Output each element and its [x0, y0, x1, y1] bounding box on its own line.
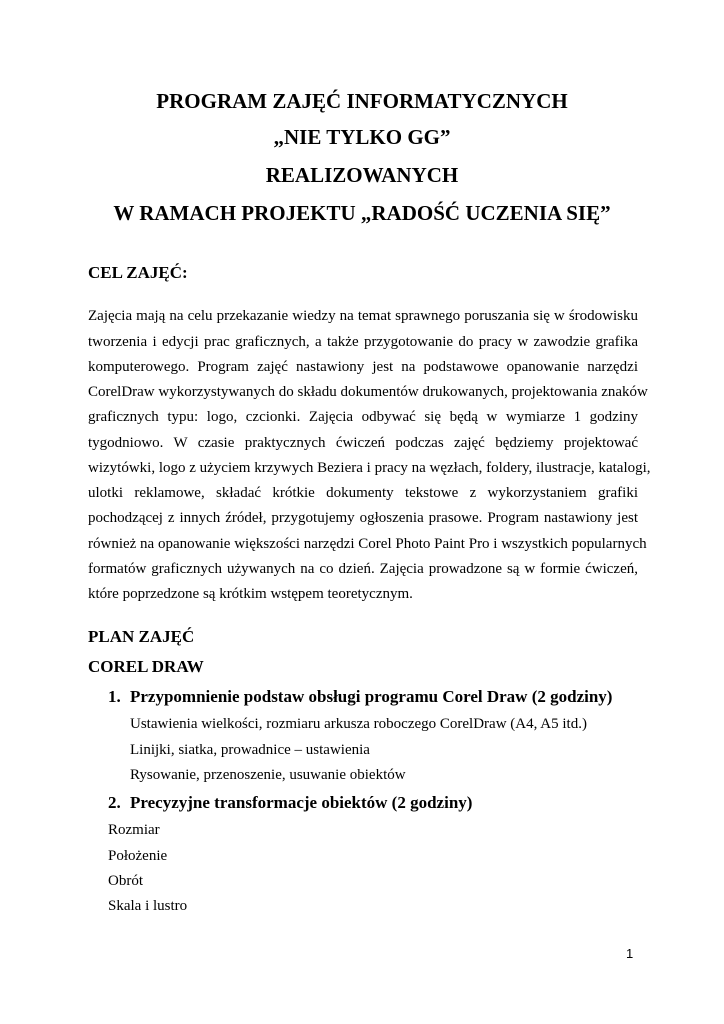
section-2-item: Położenie	[108, 848, 168, 864]
goal-paragraph-line: ulotki reklamowe, składać krótkie dokumenty tekstowe z wykorzystaniem grafiki	[88, 485, 638, 501]
goal-paragraph-line: Zajęcia mają na celu przekazanie wiedzy na temat sprawnego poruszania się w środowisku	[88, 308, 638, 324]
section-number: 2.	[108, 793, 121, 812]
section-title: Przypomnienie podstaw obsługi programu Corel Draw (2 godziny)	[130, 687, 613, 706]
section-number: 1.	[108, 687, 121, 706]
goal-paragraph-line: również na opanowanie większości narzędzi Corel Photo Paint Pro i wszystkich popularnych	[88, 536, 647, 552]
title-line-3: REALIZOWANYCH	[265, 163, 459, 187]
goal-paragraph-line: graficznych typu: logo, czcionki. Zajęcia odbywać się będą w wymiarze 1 godziny	[88, 409, 638, 425]
section-1-item: Ustawienia wielkości, rozmiaru arkusza roboczego CorelDraw (A4, A5 itd.)	[130, 716, 587, 732]
goal-paragraph-line: tygodniowo. W czasie praktycznych ćwiczeń podczas zajęć będziemy projektować	[88, 435, 638, 451]
page-number: 1	[626, 946, 634, 961]
goal-paragraph-line: formatów graficznych używanych na co dzień. Zajęcia prowadzone są w formie ćwiczeń,	[88, 561, 638, 577]
plan-heading: PLAN ZAJĘĆ	[88, 627, 195, 646]
goal-paragraph-line: komputerowego. Program zajęć nastawiony jest na podstawowe opanowanie narzędzi	[88, 359, 638, 375]
section-2-item: Skala i lustro	[108, 898, 188, 914]
plan-subheading: COREL DRAW	[88, 657, 204, 676]
section-2-heading	[108, 792, 472, 814]
section-2-item: Obrót	[108, 873, 143, 889]
goal-paragraph-line: wizytówki, logo z użyciem krzywych Beziera i pracy na węzłach, foldery, ilustracje, katalogi,	[88, 460, 651, 476]
section-2-item: Rozmiar	[108, 822, 160, 838]
section-1-item: Linijki, siatka, prowadnice – ustawienia	[130, 742, 370, 758]
goal-heading: CEL ZAJĘĆ:	[88, 263, 188, 282]
section-1-item: Rysowanie, przenoszenie, usuwanie obiektów	[130, 767, 406, 783]
title-line-2: „NIE TYLKO GG”	[273, 125, 451, 149]
title-line-1: PROGRAM ZAJĘĆ INFORMATYCZNYCH	[156, 89, 568, 113]
title-line-4: W RAMACH PROJEKTU „RADOŚĆ UCZENIA SIĘ”	[113, 201, 611, 225]
goal-paragraph-line: pochodzącej z innych źródeł, przygotujemy ogłoszenia prasowe. Program nastawiony jest	[88, 510, 638, 526]
goal-paragraph-line: które poprzedzone są krótkim wstępem teoretycznym.	[88, 586, 413, 602]
goal-paragraph-line: tworzenia i edycji prac graficznych, a także przygotowanie do pracy w zawodzie grafika	[88, 334, 638, 350]
goal-paragraph-line: CorelDraw wykorzystywanych do składu dokumentów drukowanych, projektowania znaków	[88, 384, 648, 400]
section-title: Precyzyjne transformacje obiektów (2 godziny)	[130, 793, 473, 812]
section-1-heading	[108, 686, 612, 708]
